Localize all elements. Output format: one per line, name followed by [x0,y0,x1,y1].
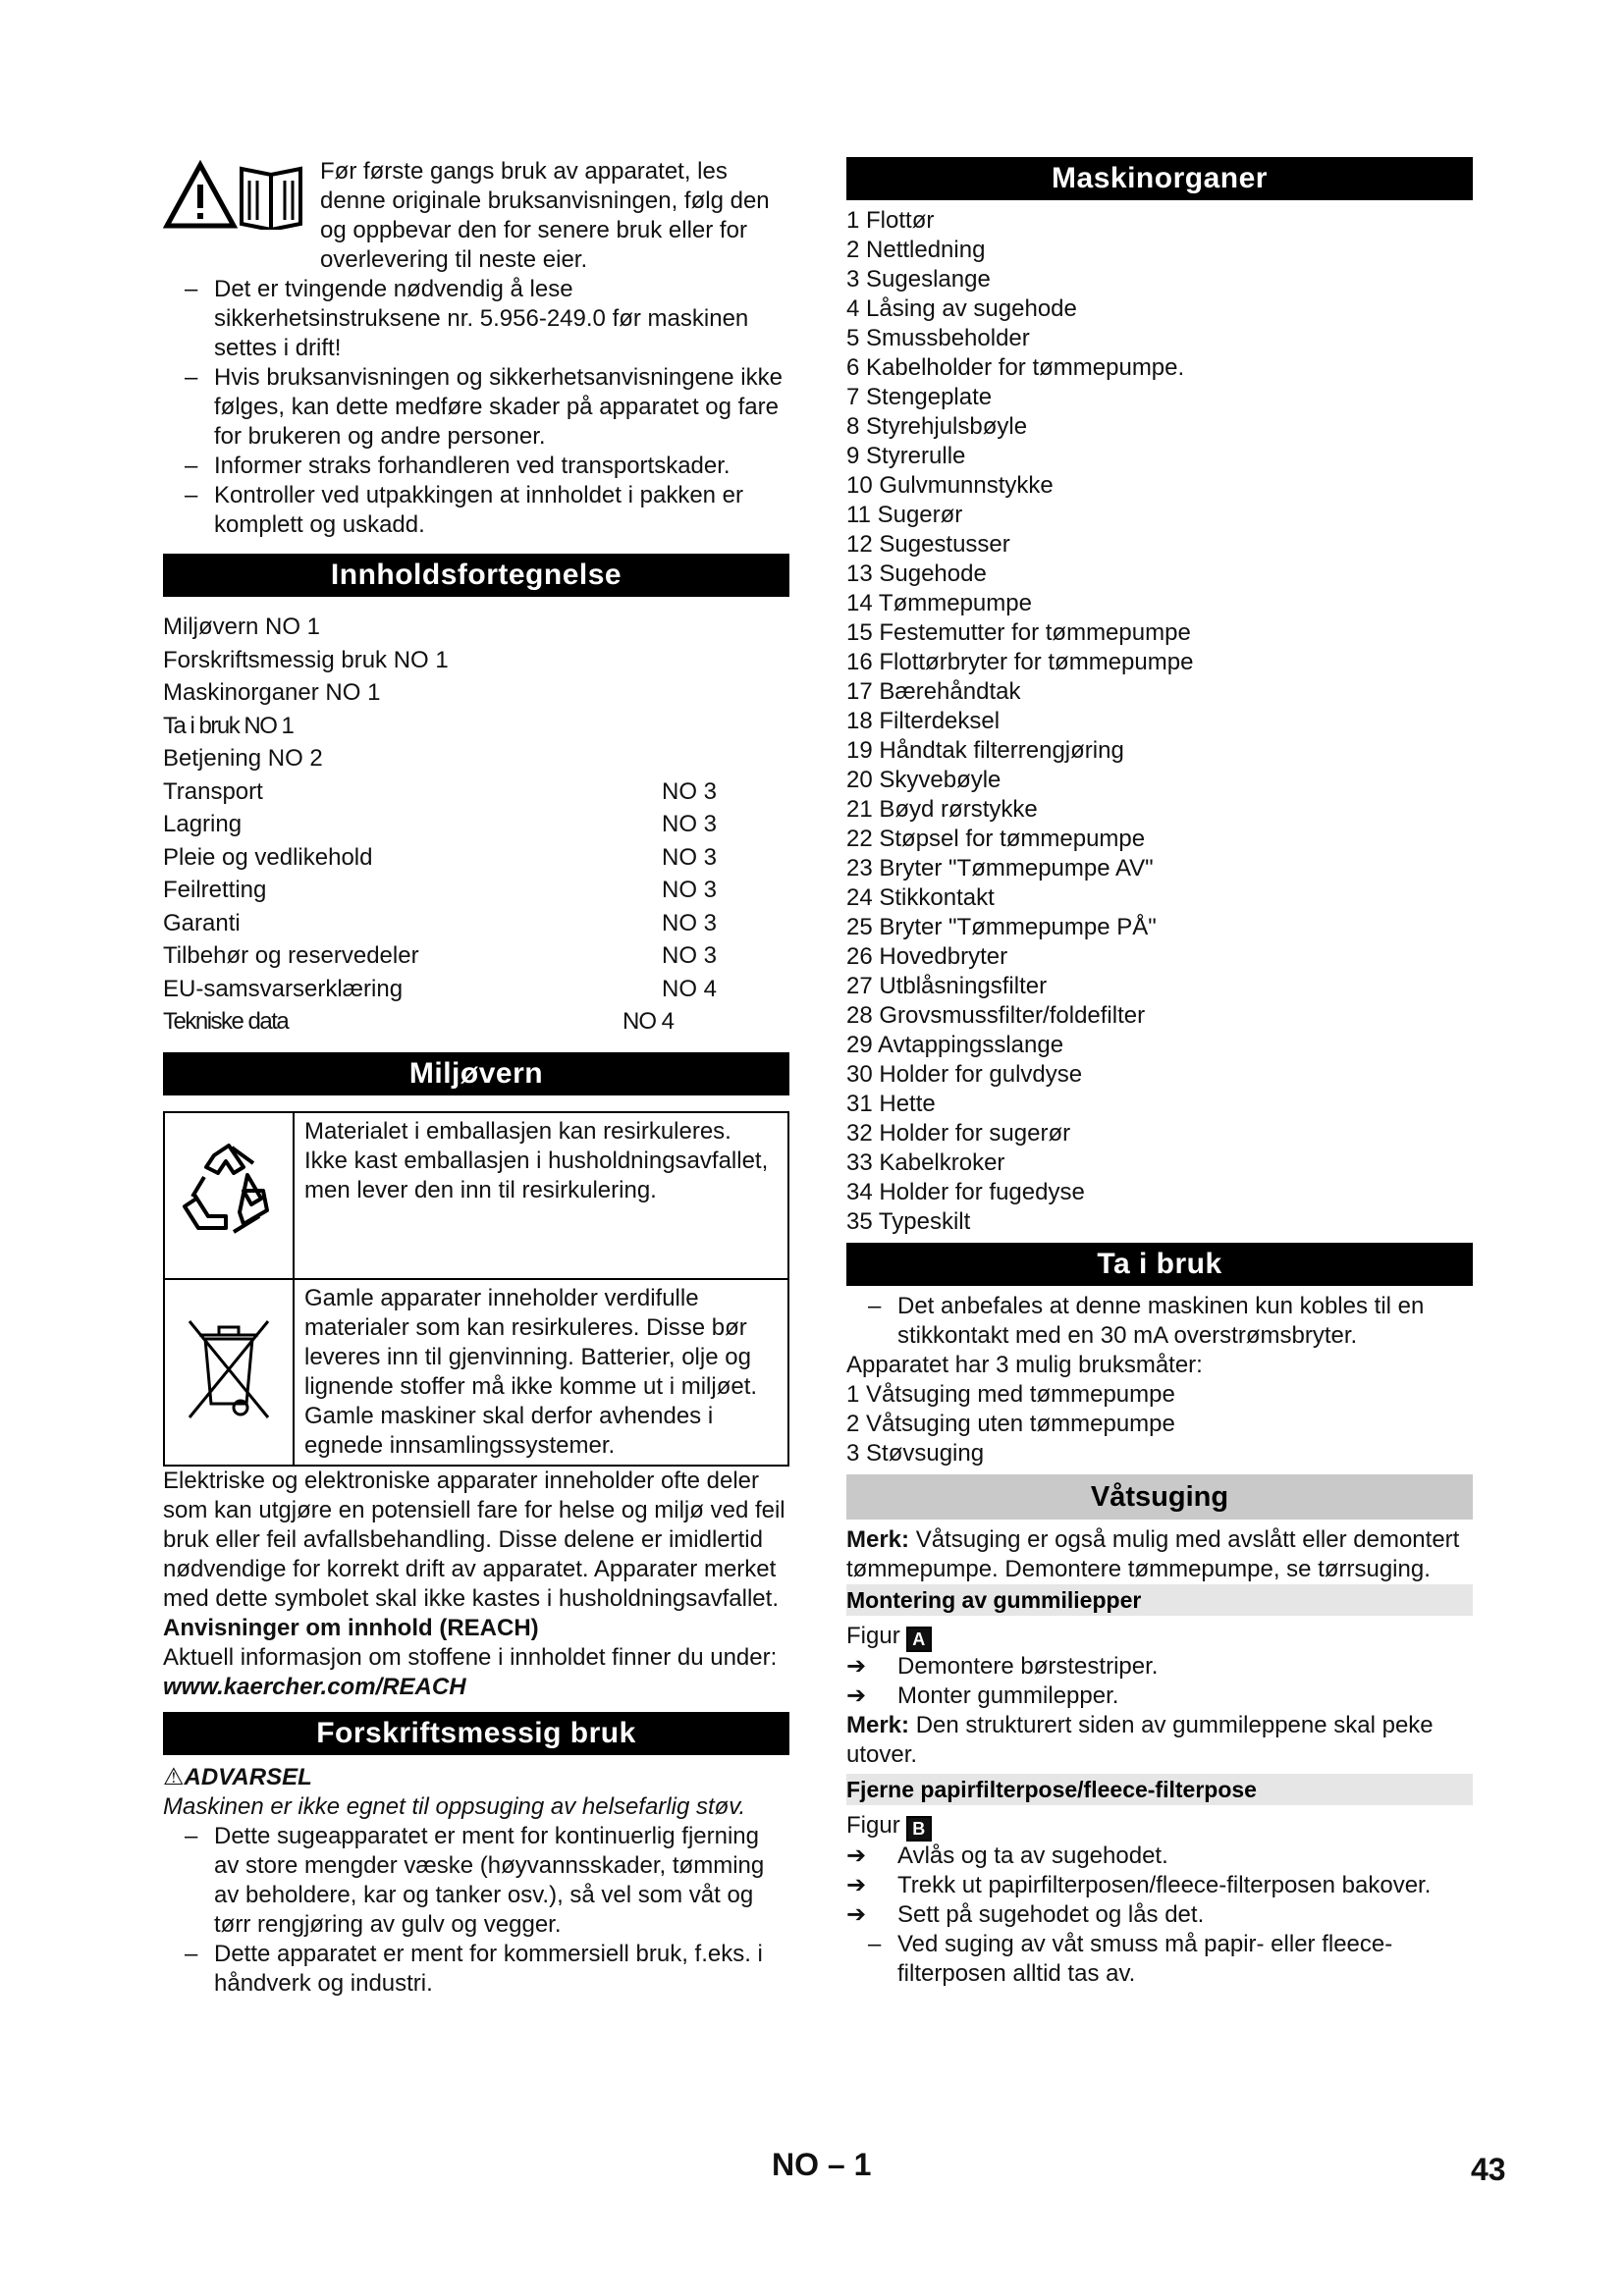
toc-row[interactable] [163,1005,789,1039]
parts-list-item: 15 Festemutter for tømmepumpe [846,619,1191,646]
parts-list-item: 8 Styrehjulsbøyle [846,413,1028,440]
sub2-heading: Fjerne papirfilterpose/fleece-filterpose [846,1774,1473,1805]
mode-item: 2 Våtsuging uten tømmepumpe [846,1411,1175,1437]
step-item [846,1652,1473,1682]
toc-row[interactable] [163,973,789,1006]
usage-bullet: – Dette sugeapparatet er ment for kontinuerlig fjerning av store mengder væske (høyvannsskader, tømming av beholdere, kar og tanker osv.), så vel som våt og tørr rengjøring av gulv og vegger. [163,1822,789,1940]
toc-row[interactable] [163,710,789,743]
toc-list [163,611,789,1039]
toc-page [662,742,789,775]
arrow-icon: ➔ [846,1653,867,1680]
parts-list-item: 29 Avtappingsslange [846,1032,1064,1058]
start-heading: Ta i bruk [846,1243,1473,1286]
toc-title: Transport [163,777,263,805]
reach-link[interactable]: www.kaercher.com/REACH [163,1673,466,1700]
parts-list-item: 34 Holder for fugedyse [846,1179,1085,1205]
step-item [846,1871,1473,1900]
toc-page [662,676,789,710]
toc-title: Pleie og vedlikehold [163,843,373,871]
parts-list-item: 11 Sugerør [846,502,963,528]
recycle-icon [175,1138,283,1246]
toc-row[interactable] [163,644,789,677]
parts-list-item: 25 Bryter "Tømmepumpe PÅ" [846,914,1157,940]
step-text: Monter gummilepper. [897,1682,1119,1709]
parts-list-item: 18 Filterdeksel [846,708,1001,734]
mode-item: 1 Våtsuging med tømmepumpe [846,1381,1175,1408]
recycle-text: Materialet i emballasjen kan resirkuleres. Ikke kast emballasjen i husholdningsavfallet, men lever den inn til resirkulering. [294,1112,788,1279]
toc-row[interactable] [163,939,789,973]
usage-heading: Forskriftsmessig bruk [163,1712,789,1755]
crossed-bin-icon [180,1309,278,1427]
parts-list-item: 27 Utblåsningsfilter [846,973,1048,999]
intro-bullet: – Hvis bruksanvisningen og sikkerhetsanvisningene ikke følges, kan dette medføre skader på apparatet og fare for brukeren og andre personer. [163,363,789,452]
toc-title: Miljøvern NO 1 [163,614,321,640]
parts-list-item: 14 Tømmepumpe [846,590,1032,616]
toc-heading: Innholdsfortegnelse [163,554,789,597]
toc-row[interactable] [163,907,789,940]
warning-label: ADVARSEL [184,1763,312,1790]
left-column [163,157,789,1999]
toc-row[interactable] [163,611,789,644]
note-label: Merk: [846,1712,910,1738]
figure-b-ref [846,1811,1473,1842]
toc-page: NO 4 [623,1008,675,1035]
wet-heading: Våtsuging [846,1474,1473,1520]
mode-item: 3 Støvsuging [846,1440,985,1467]
toc-page: NO 3 [662,942,718,969]
parts-list-item: 32 Holder for sugerør [846,1120,1071,1147]
note-text: Våtsuging er også mulig med avslått eller demontert tømmepumpe. Demontere tømmepumpe, se tørrsuging. [846,1526,1460,1582]
toc-title: Feilretting [163,877,267,903]
arrow-icon: ➔ [846,1842,867,1869]
arrow-icon: ➔ [846,1682,867,1709]
step-text: Demontere børstestriper. [897,1653,1159,1680]
toc-title: EU-samsvarserklæring [163,975,404,1002]
right-column [846,157,1473,1989]
figure-label: Figur [846,1812,900,1839]
parts-list-item: 23 Bryter "Tømmepumpe AV" [846,855,1154,881]
warning-triangle-icon: ⚠ [163,1763,185,1790]
arrow-icon: ➔ [846,1901,867,1928]
step-text: Trekk ut papirfilterposen/fleece-filterposen bakover. [897,1872,1432,1898]
wet-note [846,1525,1473,1584]
toc-row[interactable] [163,808,789,841]
toc-page [662,710,789,743]
parts-list-item: 19 Håndtak filterrengjøring [846,737,1124,764]
parts-list-item: 7 Stengeplate [846,384,993,410]
parts-list-item: 28 Grovsmussfilter/foldefilter [846,1002,1146,1029]
warning-manual-icon [163,159,308,230]
parts-list-item: 22 Støpsel for tømmepumpe [846,826,1146,852]
parts-list-item: 1 Flottør [846,207,935,234]
step-item [846,1682,1473,1711]
warning-text: Maskinen er ikke egnet til oppsuging av helsefarlig støv. [163,1792,746,1820]
intro-bullet: – Informer straks forhandleren ved transportskader. [163,452,789,481]
step-text: Sett på sugehodet og lås det. [897,1901,1205,1928]
toc-title: Ta i bruk NO 1 [163,712,294,739]
toc-page: NO 4 [662,975,718,1002]
modes-intro: Apparatet har 3 mulig bruksmåter: [846,1352,1203,1378]
toc-title: Tilbehør og reservedeler [163,942,419,969]
parts-list-item: 3 Sugeslange [846,266,991,293]
parts-list-item: 10 Gulvmunnstykke [846,472,1054,499]
start-bullet: – Det anbefales at denne maskinen kun kobles til en stikkontakt med en 30 mA overstrømsbryter. [846,1292,1473,1351]
toc-page: NO 3 [662,843,718,871]
warning-line [163,1763,789,1792]
parts-list-item: 13 Sugehode [846,561,987,587]
toc-page: NO 3 [662,877,718,903]
parts-list-item: 4 Låsing av sugehode [846,295,1077,322]
figure-b-badge: B [906,1816,932,1842]
toc-page: NO 3 [662,909,718,936]
toc-page: NO 3 [662,811,718,837]
parts-list-item: 30 Holder for gulvdyse [846,1061,1083,1088]
parts-list [846,206,1473,1237]
toc-title: Forskriftsmessig bruk NO 1 [163,646,449,673]
toc-title: Garanti [163,909,241,936]
toc-row[interactable] [163,775,789,809]
usage-bullet: – Dette apparatet er ment for kommersiell bruk, f.eks. i håndverk og industri. [163,1940,789,1999]
toc-row[interactable] [163,874,789,907]
parts-list-item: 21 Bøyd rørstykke [846,796,1038,823]
parts-list-item: 12 Sugestusser [846,531,1010,558]
toc-row[interactable] [163,676,789,710]
toc-row[interactable] [163,742,789,775]
note-label: Merk: [846,1526,910,1553]
reach-heading: Anvisninger om innhold (REACH) [163,1614,539,1641]
parts-list-item: 31 Hette [846,1091,936,1117]
sub1-heading: Montering av gummiliepper [846,1584,1473,1616]
reach-text: Aktuell informasjon om stoffene i innholdet finner du under: [163,1643,778,1671]
toc-row[interactable] [163,841,789,875]
figure-a-badge: A [906,1627,932,1652]
weee-text: Gamle apparater inneholder verdifulle materialer som kan resirkuleres. Disse bør leveres inn til gjenvinning. Batterier, olje og lignende stoffer må ikke komme ut i miljøet. Gamle maskiner skal derfor avhendes i egnede innsamlingssystemer. [294,1279,788,1466]
section-page-footer: NO – 1 [772,2147,872,2182]
toc-title: Lagring [163,811,243,837]
parts-list-item: 9 Styrerulle [846,443,966,469]
parts-list-item: 26 Hovedbryter [846,943,1008,970]
parts-list-item: 24 Stikkontakt [846,884,995,911]
arrow-icon: ➔ [846,1872,867,1898]
intro-section [163,157,789,540]
parts-list-item: 2 Nettledning [846,237,986,263]
parts-list-item: 17 Bærehåndtak [846,678,1021,705]
toc-title: Betjening NO 2 [163,745,323,772]
toc-page: NO 3 [662,777,718,805]
intro-text: Før første gangs bruk av apparatet, les denne originale bruksanvisningen, følg den og oppbevar den for senere bruk eller for overlevering til neste eier. [320,158,770,273]
environment-heading: Miljøvern [163,1052,789,1095]
figure-a-ref [846,1622,1473,1652]
sub2-bullet: – Ved suging av våt smuss må papir- eller fleece-filterposen alltid tas av. [846,1930,1473,1989]
step-item [846,1900,1473,1930]
toc-title: Tekniske data [163,1008,289,1035]
parts-list-item: 16 Flottørbryter for tømmepumpe [846,649,1194,675]
sub1-note [846,1711,1473,1770]
recycle-icon-cell [164,1112,294,1279]
parts-list-item: 35 Typeskilt [846,1208,971,1235]
parts-list-item: 20 Skyvebøyle [846,767,1001,793]
note-text: Den strukturert siden av gummileppene skal peke utover. [846,1712,1434,1768]
figure-label: Figur [846,1623,900,1649]
step-text: Avlås og ta av sugehodet. [897,1842,1168,1869]
step-item [846,1842,1473,1871]
parts-list-item: 33 Kabelkroker [846,1149,1005,1176]
parts-heading: Maskinorganer [846,157,1473,200]
weee-icon-cell [164,1279,294,1466]
toc-title: Maskinorganer NO 1 [163,679,381,706]
toc-page [662,611,789,644]
parts-list-item: 6 Kabelholder for tømmepumpe. [846,354,1185,381]
electronics-text: Elektriske og elektroniske apparater inneholder ofte deler som kan utgjøre en potensiell fare for helse og miljø ved feil bruk eller feil avfallsbehandling. Disse delene er imidlertid nødvendige for korrekt drift av apparatet. Apparater merket med dette symbolet skal ikke kastes i husholdningsavfallet. [163,1467,785,1612]
page-number: 43 [1471,2152,1506,2187]
toc-page [662,644,789,677]
environment-table [163,1111,789,1467]
intro-bullet: – Kontroller ved utpakkingen at innholdet i pakken er komplett og uskadd. [163,481,789,540]
intro-bullet: – Det er tvingende nødvendig å lese sikkerhetsinstruksene nr. 5.956-249.0 før maskinen settes i drift! [163,275,789,363]
parts-list-item: 5 Smussbeholder [846,325,1030,351]
